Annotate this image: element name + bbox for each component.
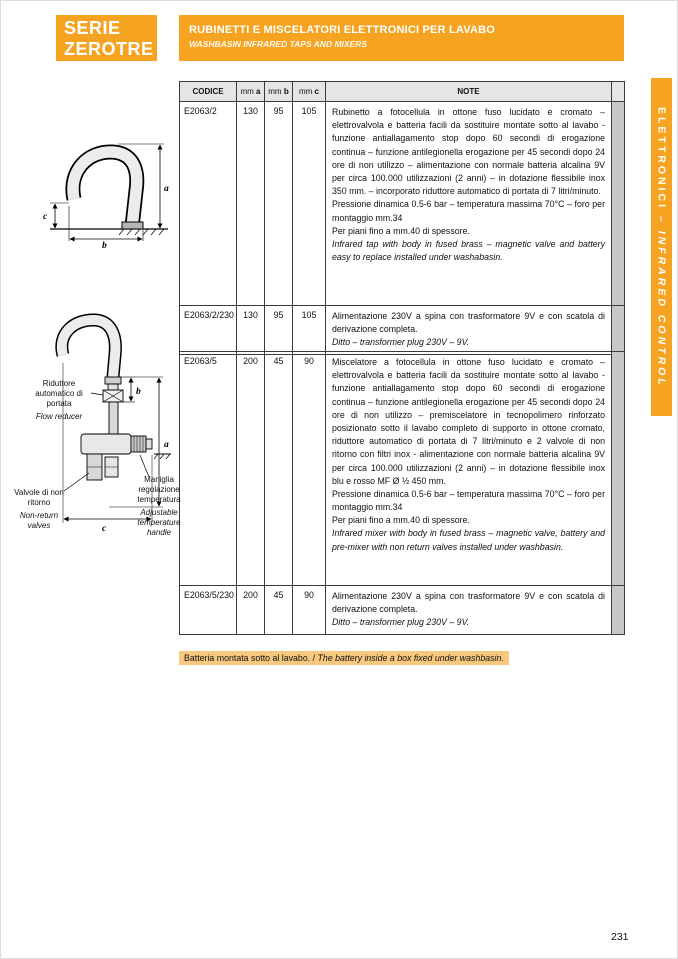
series-box [56, 15, 157, 61]
note-cell [326, 352, 612, 586]
col-header-mm-b [265, 82, 293, 102]
side-tab-label-en: INFRARED CONTROL [655, 230, 668, 388]
dim-a-cell: 130 [237, 102, 265, 306]
temperature-handle-label [135, 475, 183, 538]
note-paragraph-english: Infrared mixer with body in fused brass – magnetic valve, battery and pre-mixer with non return valves installed under washbasin. [332, 528, 605, 552]
mm-prefix-c: mm [298, 87, 313, 96]
page-number: 231 [611, 931, 629, 943]
note-paragraph-english: Ditto – transformer plug 230V – 9V. [332, 337, 470, 348]
battery-note [179, 651, 509, 665]
dim-label-a: a [164, 184, 169, 194]
non-return-valves [87, 454, 118, 480]
tap-base-flange [122, 222, 143, 229]
temperature-handle-label-it: Maniglia regolazione temperatura [137, 475, 181, 504]
codice-cell: E2063/2 [180, 102, 237, 306]
leader-line-reducer [91, 393, 103, 395]
gray-strip-cell [612, 102, 625, 306]
temperature-handle-label-en: Adjustable temperature handle [137, 508, 181, 537]
codice-cell: E2063/5 [180, 352, 237, 586]
dim-c-cell: 90 [293, 586, 326, 635]
table-row [180, 352, 625, 586]
dim-a-cell: 200 [237, 352, 265, 586]
dim-label-c: c [102, 524, 107, 534]
series-line2: ZEROTRE [64, 38, 154, 59]
mounting-hatching [154, 454, 171, 459]
flow-reducer-label-en: Flow reducer [35, 412, 83, 421]
dim-b-cell: 45 [265, 586, 293, 635]
battery-note-it: Batteria montata sotto al lavabo. / [184, 653, 318, 663]
flow-reducer-label [27, 379, 91, 422]
flow-reducer-assembly [103, 377, 123, 434]
dim-label-b: b [136, 387, 141, 397]
page-title: RUBINETTI E MISCELATORI ELETTRONICI PER LAVABO [189, 24, 496, 36]
col-header-mm-a [237, 82, 265, 102]
non-return-valves-label-it: Valvole di non ritorno [14, 488, 64, 507]
dim-label-b: b [102, 241, 107, 249]
note-cell [326, 586, 612, 635]
table-header-row [180, 82, 625, 102]
series-line1: SERIE [64, 18, 121, 38]
note-paragraph-english: Ditto – transformer plug 230V – 9V. [332, 617, 470, 628]
dim-c-cell: 105 [293, 306, 326, 355]
dim-b-cell: 45 [265, 352, 293, 586]
header-bar [179, 15, 624, 61]
battery-note-en: The battery inside a box fixed under washbasin. [317, 653, 504, 663]
gray-strip-cell [612, 306, 625, 355]
col-header-codice: CODICE [180, 82, 237, 102]
dim-c-cell: 90 [293, 352, 326, 586]
leader-line-valves [64, 473, 89, 491]
leader-line-handle [140, 455, 149, 477]
dim-label-a: a [164, 440, 169, 450]
spec-table-lower [179, 351, 625, 635]
col-header-mm-c [293, 82, 326, 102]
col-header-note: NOTE [326, 82, 612, 102]
mm-prefix-b: mm [268, 87, 282, 96]
note-paragraph-main: Alimentazione 230V a spina con trasformatore 9V e con scatola di derivazione completa. [332, 311, 605, 335]
dim-b-cell: 95 [265, 306, 293, 355]
dim-c-cell: 105 [293, 102, 326, 306]
dim-a-cell: 130 [237, 306, 265, 355]
page-subtitle: WASHBASIN INFRARED TAPS AND MIXERS [189, 39, 368, 49]
ground-hatching [119, 229, 164, 235]
gray-strip-cell [612, 352, 625, 586]
table-row [180, 306, 625, 355]
codice-cell: E2063/2/230 [180, 306, 237, 355]
dim-label-c: c [43, 212, 48, 222]
gray-strip-header [612, 82, 625, 102]
mm-prefix-a: mm [240, 87, 254, 96]
note-cell [326, 306, 612, 355]
note-paragraph-main: Alimentazione 230V a spina con trasformatore 9V e con scatola di derivazione completa. [332, 591, 605, 615]
flow-reducer-label-it: Riduttore automatico di portata [35, 379, 83, 408]
dimension-c [50, 203, 69, 228]
mixer-body [81, 434, 152, 454]
temperature-handle [131, 436, 146, 452]
spec-table-upper [179, 81, 625, 355]
codice-cell: E2063/5/230 [180, 586, 237, 635]
note-paragraph-pressure: Pressione dinamica 0.5-6 bar – temperatura massima 70°C – foro per montaggio mm.34 [332, 199, 605, 223]
dim-letter-c: c [314, 87, 319, 96]
side-tab [651, 78, 672, 416]
note-paragraph-pressure: Pressione dinamica 0.5-6 bar – temperatura massima 70°C – foro per montaggio mm.34 [332, 488, 605, 513]
note-paragraph-thickness: Per piani fino a mm.40 di spessore. [332, 515, 470, 526]
side-tab-label-it: ELETTRONICI – [655, 106, 668, 231]
non-return-valves-label [13, 488, 65, 531]
dim-letter-b: b [283, 87, 289, 96]
dim-a-cell: 200 [237, 586, 265, 635]
non-return-valves-label-en: Non-return valves [19, 511, 59, 530]
note-paragraph-main: Miscelatore a fotocellula in ottone fuso lucidato e cromato – elettrovalvola e batteria facili da sostituire montate sotto al lavabo - funzione antiallagamento stop dopo 60 secondi di erogazione continua – funzione antilegionella erogazione per 45 secondi dopo 24 ore di non utilizzo – premiscelatore in tecnopolimero rinforzato posizionato sotto il lavabo completo di supporto in ottone cromato, riduttore automatico di portata di 7 litri/minuto e 2 valvole di non ritorno con filtri inox - alimentazione con normale batteria alcalina 9V per circa 100.000 utilizzazioni (2 anni) – in dotazione flessibile inox blu e rosso MF Ø ½ 450 mm. [332, 357, 605, 486]
note-paragraph-main: Rubinetto a fotocellula in ottone fuso lucidato e cromato – elettrovalvola e batteria facili da sostituire montate sotto al lavabo - funzione antiallagamento stop dopo 60 secondi di erogazione continua – funzione antilegionella erogazione per 45 secondi dopo 24 ore di non utilizzo – alimentazione con normale batteria alcalina 9V per circa 100.000 utilizzazioni (2 anni) – in dotazione flessibile inox 350 mm. – incorporato riduttore automatico di portata di 7 litri/minuto. [332, 107, 605, 197]
mixer-spout [62, 320, 116, 377]
dim-letter-a: a [256, 87, 261, 96]
side-tab-label [656, 107, 668, 388]
dim-b-cell: 95 [265, 102, 293, 306]
note-paragraph-thickness: Per piani fino a mm.40 di spessore. [332, 225, 470, 236]
tap-technical-drawing [36, 129, 171, 249]
table-row [180, 586, 625, 635]
table-row [180, 102, 625, 306]
note-cell [326, 102, 612, 306]
note-paragraph-english: Infrared tap with body in fused brass – magnetic valve and battery easy to replace installed under washabasin. [332, 238, 605, 263]
tap-spout [73, 152, 143, 229]
gray-strip-cell [612, 586, 625, 635]
